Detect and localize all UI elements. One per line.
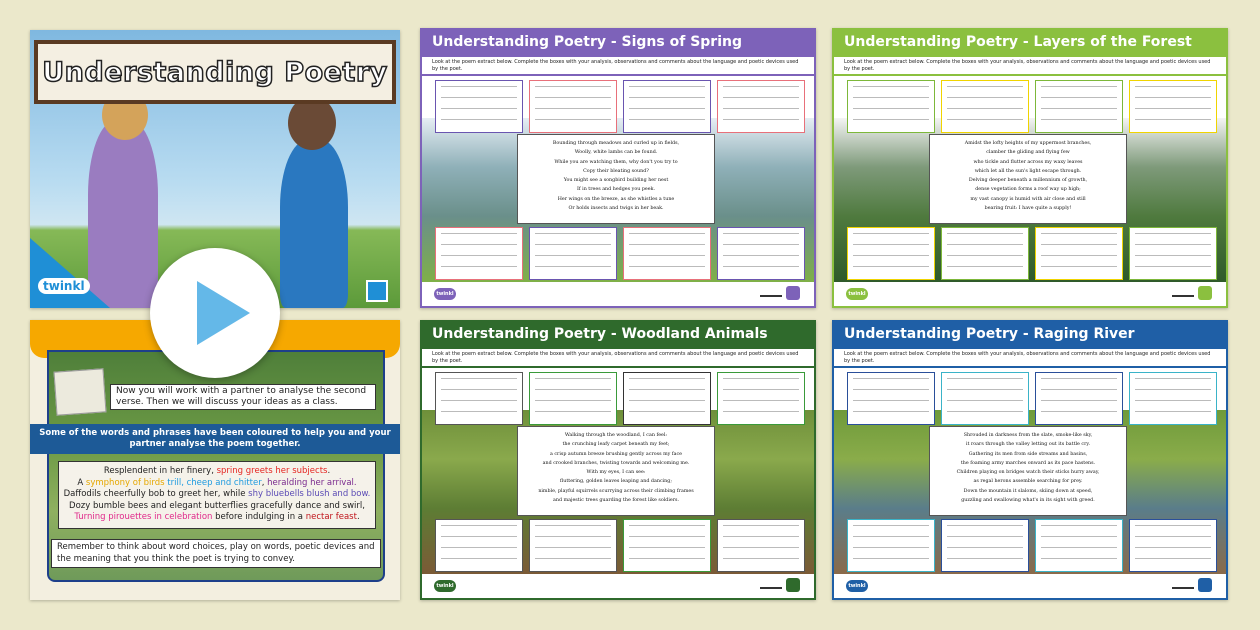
instructions-text: Look at the poem extract below. Complete the boxes with your analysis, observations and comments about the language and poetic devices used by the poet. — [844, 351, 1211, 364]
writing-line — [629, 400, 705, 401]
writing-line — [535, 119, 611, 120]
writing-line — [629, 525, 705, 526]
quality-badge-icon — [786, 286, 800, 300]
poem-extract — [929, 134, 1127, 224]
writing-line — [535, 400, 611, 401]
twinkl-logo: twinkl — [846, 580, 868, 592]
writing-line — [1041, 244, 1117, 245]
writing-line — [947, 108, 1023, 109]
twinkl-logo: twinkl — [846, 288, 868, 300]
writing-line — [535, 525, 611, 526]
answer-box[interactable] — [847, 519, 935, 572]
poem-segment: before indulging in a — [212, 512, 306, 522]
writing-line — [853, 536, 929, 537]
writing-line — [1041, 558, 1117, 559]
answer-box[interactable] — [435, 227, 523, 280]
answer-box[interactable] — [1129, 519, 1217, 572]
poem-line: a crisp autumn breeze brushing gently across my face — [549, 451, 683, 457]
writing-line — [723, 525, 799, 526]
poem-segment: A — [77, 477, 86, 488]
writing-line — [947, 525, 1023, 526]
worksheet-title: Understanding Poetry - Woodland Animals — [422, 322, 814, 349]
answer-box[interactable] — [435, 519, 523, 572]
writing-line — [1041, 233, 1117, 234]
writing-line — [853, 547, 929, 548]
writing-line — [723, 266, 799, 267]
writing-line — [1041, 119, 1117, 120]
poem-segment: . — [356, 512, 360, 522]
writing-line — [1041, 86, 1117, 87]
poem-line: While you are watching them, why don't you try to — [554, 159, 678, 165]
writing-line — [1135, 119, 1211, 120]
writing-line — [947, 389, 1023, 390]
instructions-text: Look at the poem extract below. Complete the boxes with your analysis, observations and comments about the language and poetic devices used by the poet. — [844, 59, 1211, 72]
answer-box[interactable] — [941, 519, 1029, 572]
quality-badge-icon — [786, 578, 800, 592]
answer-box[interactable] — [1035, 372, 1123, 425]
twinkl-logo: twinkl — [434, 288, 456, 300]
writing-line — [441, 233, 517, 234]
answer-box[interactable] — [941, 80, 1029, 133]
poem-line: and crooked branches, twisting towards and welcoming me. — [542, 460, 690, 466]
poem-line: who tickle and flutter across my waxy leaves — [973, 159, 1083, 165]
answer-box[interactable] — [435, 80, 523, 133]
writing-line — [1135, 97, 1211, 98]
writing-line — [947, 378, 1023, 379]
writing-line — [1135, 108, 1211, 109]
website-text — [760, 295, 782, 297]
writing-line — [1041, 536, 1117, 537]
poem-segment: Turning pirouettes in celebration — [74, 512, 213, 522]
writing-line — [1041, 411, 1117, 412]
answer-box[interactable] — [1035, 519, 1123, 572]
poem-segment: nectar feast — [305, 512, 357, 522]
writing-line — [441, 536, 517, 537]
writing-line — [853, 525, 929, 526]
answer-box[interactable] — [623, 372, 711, 425]
writing-line — [853, 411, 929, 412]
poem-line — [63, 478, 371, 490]
writing-line — [947, 244, 1023, 245]
writing-line — [723, 255, 799, 256]
notebook-icon — [54, 368, 107, 415]
poem-line: dense vegetation forms a roof way up high; — [975, 187, 1081, 193]
writing-line — [441, 558, 517, 559]
poem-line: guzzling and swallowing what's in its sight with greed. — [961, 498, 1095, 504]
poem-line — [63, 466, 371, 478]
poem-line: Children playing on bridges watch their sticks hurry away, — [956, 470, 1100, 476]
writing-line — [853, 389, 929, 390]
writing-line — [535, 108, 611, 109]
writing-line — [1135, 244, 1211, 245]
poem-segment: , — [261, 477, 268, 488]
answer-box[interactable] — [1035, 227, 1123, 280]
writing-line — [1041, 389, 1117, 390]
remember-text: Remember to think about word choices, play on words, poetic devices and the meaning that you think the poet is trying to convey. — [51, 539, 381, 568]
writing-line — [441, 400, 517, 401]
poem-extract — [929, 426, 1127, 516]
answer-box[interactable] — [435, 372, 523, 425]
poem-line: Shrouded in darkness from the slate, smoke-like sky, — [963, 433, 1093, 438]
twinkl-logo: twinkl — [434, 580, 456, 592]
writing-line — [629, 378, 705, 379]
writing-line — [629, 547, 705, 548]
answer-box[interactable] — [847, 372, 935, 425]
answer-box[interactable] — [623, 80, 711, 133]
writing-line — [1135, 233, 1211, 234]
writing-line — [1135, 558, 1211, 559]
writing-line — [1041, 255, 1117, 256]
writing-line — [947, 119, 1023, 120]
writing-line — [947, 400, 1023, 401]
writing-line — [441, 378, 517, 379]
answer-box[interactable] — [717, 227, 805, 280]
writing-line — [629, 119, 705, 120]
answer-box[interactable] — [1129, 372, 1217, 425]
poem-segment: . — [327, 466, 331, 476]
website-text — [1172, 587, 1194, 589]
divider — [834, 366, 1226, 368]
poem-line: Gathering its men from side streams and basins, — [968, 451, 1088, 457]
writing-line — [535, 378, 611, 379]
answer-box[interactable] — [941, 227, 1029, 280]
answer-box[interactable] — [529, 519, 617, 572]
divider — [422, 366, 814, 368]
writing-line — [853, 119, 929, 120]
writing-line — [629, 97, 705, 98]
writing-line — [629, 389, 705, 390]
writing-line — [947, 255, 1023, 256]
twinkl-corner — [30, 238, 110, 308]
writing-line — [441, 97, 517, 98]
poem-extract — [517, 134, 715, 224]
writing-line — [441, 108, 517, 109]
poem-segment: trill, cheep and chitter — [167, 477, 262, 488]
poem-line: bearing fruit: I have quite a supply! — [984, 206, 1072, 212]
writing-line — [723, 97, 799, 98]
worksheet-thumbnail[interactable] — [420, 28, 816, 308]
answer-box[interactable] — [717, 80, 805, 133]
writing-line — [441, 411, 517, 412]
writing-line — [947, 233, 1023, 234]
instruction-banner: Some of the words and phrases have been coloured to help you and your partner analyse the poem together. — [30, 424, 400, 454]
writing-line — [947, 558, 1023, 559]
poem-segment: spring greets her subjects — [216, 466, 328, 476]
poem-line: Woolly, white lambs can be found. — [574, 150, 658, 156]
writing-line — [853, 233, 929, 234]
writing-line — [947, 97, 1023, 98]
writing-line — [629, 108, 705, 109]
writing-line — [1135, 378, 1211, 379]
poem-segment: Daffodils cheerfully bob to greet her, while — [63, 489, 249, 499]
writing-line — [947, 536, 1023, 537]
writing-line — [723, 378, 799, 379]
writing-line — [535, 86, 611, 87]
writing-line — [723, 108, 799, 109]
writing-line — [1041, 547, 1117, 548]
poem-line: You might see a songbird building her nest — [563, 178, 669, 184]
writing-line — [535, 411, 611, 412]
poem-segment: Resplendent in her finery, — [103, 466, 217, 476]
writing-line — [629, 411, 705, 412]
poem-line: fluttering, golden leaves leaping and dancing; — [560, 479, 672, 485]
answer-box[interactable] — [529, 372, 617, 425]
answer-box[interactable] — [941, 372, 1029, 425]
writing-line — [723, 244, 799, 245]
writing-line — [1135, 400, 1211, 401]
writing-line — [535, 266, 611, 267]
poem-line: Amidst the lofty heights of my uppermost branches, — [964, 141, 1092, 146]
writing-line — [1041, 525, 1117, 526]
writing-line — [629, 536, 705, 537]
writing-line — [853, 255, 929, 256]
poem-segment: shy bluebells blush and bow. — [248, 489, 371, 499]
writing-line — [1041, 108, 1117, 109]
writing-line — [629, 255, 705, 256]
worksheet-thumbnail[interactable] — [832, 320, 1228, 600]
poem-line: Walking through the woodland, I can feel: — [564, 433, 668, 438]
coloured-poem — [58, 461, 376, 529]
writing-line — [723, 411, 799, 412]
poem-segment: Dozy bumble bees and elegant butterflies gracefully dance and swirl, — [69, 500, 365, 511]
writing-line — [853, 266, 929, 267]
quality-badge-icon — [366, 280, 388, 302]
writing-line — [629, 86, 705, 87]
twinkl-logo: twinkl — [38, 278, 90, 294]
divider — [834, 74, 1226, 76]
website-text — [1172, 295, 1194, 297]
quality-badge-icon — [1198, 286, 1212, 300]
intro-text: Now you will work with a partner to analyse the second verse. Then we will discuss your ideas as a class. — [110, 384, 376, 410]
poem-line: it roars through the valley letting out its battle cry. — [966, 442, 1090, 448]
worksheet-thumbnail[interactable] — [832, 28, 1228, 308]
writing-line — [1135, 255, 1211, 256]
writing-line — [441, 547, 517, 548]
writing-line — [853, 244, 929, 245]
writing-line — [629, 266, 705, 267]
writing-line — [947, 547, 1023, 548]
writing-line — [723, 547, 799, 548]
writing-line — [723, 400, 799, 401]
writing-line — [947, 86, 1023, 87]
writing-line — [535, 558, 611, 559]
website-text — [760, 587, 782, 589]
girl-head-illustration — [288, 96, 336, 150]
cover-title: Understanding Poetry — [38, 44, 392, 100]
writing-line — [535, 97, 611, 98]
answer-box[interactable] — [847, 80, 935, 133]
writing-line — [853, 97, 929, 98]
poem-line: the crunching leafy carpet beneath my feet; — [562, 442, 670, 448]
poem-line: my vast canopy is humid with air close and still — [970, 196, 1086, 202]
poem-line: Her wings on the breeze, as she whistles a tune — [557, 196, 675, 202]
writing-line — [947, 266, 1023, 267]
instructions-text: Look at the poem extract below. Complete the boxes with your analysis, observations and comments about the language and poetic devices used by the poet. — [432, 351, 799, 364]
poem-line: Down the mountain it slaloms, skiing down at speed, — [963, 488, 1093, 494]
poem-segment: heralding her arrival. — [267, 477, 357, 488]
writing-line — [723, 86, 799, 87]
worksheet-title: Understanding Poetry - Raging River — [834, 322, 1226, 349]
writing-line — [1041, 400, 1117, 401]
poem-line — [63, 489, 371, 501]
instructions-text: Look at the poem extract below. Complete the boxes with your analysis, observations and comments about the language and poetic devices used by the poet. — [432, 59, 799, 72]
worksheet-thumbnail[interactable] — [420, 320, 816, 600]
divider — [422, 74, 814, 76]
answer-box[interactable] — [623, 227, 711, 280]
answer-box[interactable] — [1129, 80, 1217, 133]
writing-line — [1135, 547, 1211, 548]
writing-line — [723, 389, 799, 390]
poem-line: which let all the sun's light escape through. — [974, 168, 1082, 174]
worksheet-title: Understanding Poetry - Layers of the Forest — [834, 30, 1226, 57]
writing-line — [1041, 266, 1117, 267]
writing-line — [723, 119, 799, 120]
girl-blue-jumper-illustration — [280, 140, 348, 308]
writing-line — [441, 86, 517, 87]
writing-line — [1135, 389, 1211, 390]
poem-line: and majestic trees guarding the forest like soldiers. — [553, 498, 679, 504]
writing-line — [1135, 86, 1211, 87]
writing-line — [723, 233, 799, 234]
poem-line: the foaming army marches onward as its pace hastens. — [960, 460, 1096, 466]
title-sign — [34, 40, 396, 104]
play-button[interactable] — [150, 248, 280, 378]
writing-line — [1041, 378, 1117, 379]
poem-extract — [517, 426, 715, 516]
quality-badge-icon — [1198, 578, 1212, 592]
poem-line — [63, 501, 371, 513]
poem-line: If in trees and hedges you peek. — [576, 187, 656, 193]
writing-line — [853, 108, 929, 109]
answer-box[interactable] — [1129, 227, 1217, 280]
writing-line — [629, 558, 705, 559]
writing-line — [441, 119, 517, 120]
writing-line — [723, 558, 799, 559]
writing-line — [723, 536, 799, 537]
writing-line — [853, 558, 929, 559]
writing-line — [1135, 525, 1211, 526]
poem-line: Or holds insects and twigs in her beak. — [568, 206, 664, 212]
writing-line — [535, 536, 611, 537]
poem-line: Copy their bleating sound? — [583, 168, 649, 174]
writing-line — [629, 233, 705, 234]
writing-line — [1041, 97, 1117, 98]
writing-line — [441, 525, 517, 526]
poem-line — [63, 512, 371, 524]
answer-box[interactable] — [717, 519, 805, 572]
poem-line: clamber the gliding and flying few — [986, 150, 1070, 156]
writing-line — [629, 244, 705, 245]
writing-line — [441, 266, 517, 267]
writing-line — [1135, 411, 1211, 412]
worksheet-title: Understanding Poetry - Signs of Spring — [422, 30, 814, 57]
writing-line — [535, 244, 611, 245]
writing-line — [535, 389, 611, 390]
writing-line — [853, 400, 929, 401]
play-icon — [197, 281, 250, 345]
poem-segment: symphony of birds — [85, 477, 165, 488]
writing-line — [853, 378, 929, 379]
writing-line — [1135, 266, 1211, 267]
answer-box[interactable] — [717, 372, 805, 425]
answer-box[interactable] — [529, 227, 617, 280]
answer-box[interactable] — [529, 80, 617, 133]
writing-line — [441, 244, 517, 245]
answer-box[interactable] — [847, 227, 935, 280]
writing-line — [947, 411, 1023, 412]
writing-line — [441, 389, 517, 390]
answer-box[interactable] — [623, 519, 711, 572]
writing-line — [535, 233, 611, 234]
answer-box[interactable] — [1035, 80, 1123, 133]
writing-line — [441, 255, 517, 256]
poem-line: Delving deeper beneath a millennium of growth, — [968, 178, 1088, 184]
poem-line: as regal herons assemble searching for prey. — [973, 479, 1083, 485]
poem-line: Bounding through meadows and curled up in fields, — [552, 141, 680, 146]
poem-line: nimble, playful squirrels scurrying across their climbing frames — [538, 488, 694, 494]
writing-line — [535, 547, 611, 548]
writing-line — [1135, 536, 1211, 537]
writing-line — [853, 86, 929, 87]
poem-line: With my eyes, I can see: — [586, 470, 646, 476]
writing-line — [535, 255, 611, 256]
